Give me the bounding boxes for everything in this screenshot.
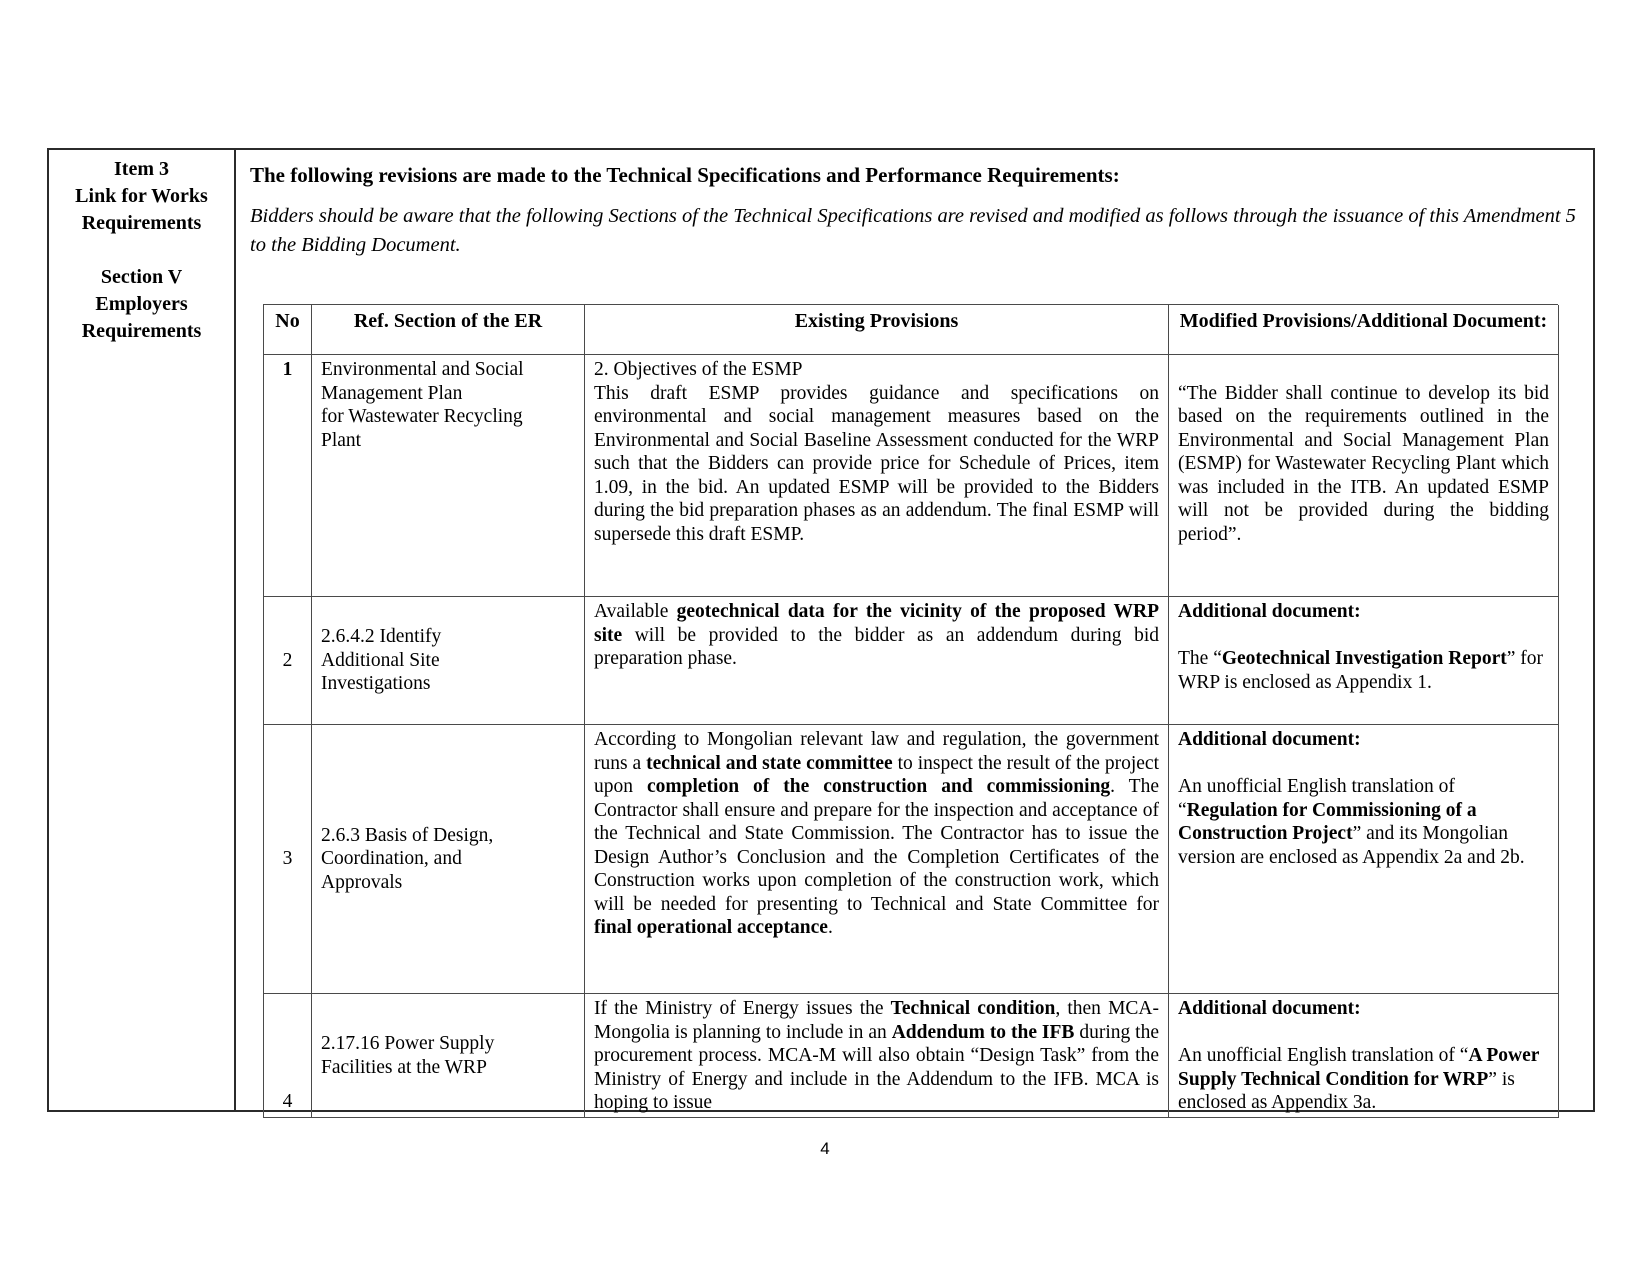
row-4-existing-provisions: If the Ministry of Energy issues the Technical condition, then MCA-Mongolia is planning to include in an Addendum to the IFB during the procurement process. MCA-M will also obtain “Design Task” from the Ministry of Energy and include in the Addendum to the IFB. MCA is hoping to issue: [585, 994, 1169, 1118]
column-header-existing-provisions: Existing Provisions: [585, 305, 1169, 355]
page-number: 4: [820, 1139, 830, 1158]
row-4-ref-section: 2.17.16 Power Supply Facilities at the WRP: [312, 994, 585, 1118]
row-1-existing-provisions: 2. Objectives of the ESMP This draft ESMP provides guidance and specifications on environmental and social management measures based on the Environmental and Social Baseline Assessment conducted for the WRP such that the Bidders can provide price for Schedule of Prices, item 1.09, in the bid. An updated ESMP will be provided to the Bidders during the bid preparation phases as an addendum. The final ESMP will supersede this draft ESMP.: [585, 355, 1169, 597]
amendment-item-table: [47, 148, 1595, 1112]
bidders-notice-text: Bidders should be aware that the following Sections of the Technical Specifications are revised and modified as follows through the issuance of this Amendment 5 to the Bidding Document.: [250, 205, 1576, 256]
column-header-no: No: [264, 305, 312, 355]
row-4-modified-provisions: Additional document: An unofficial English translation of “A Power Supply Technical Condition for WRP” is enclosed as Appendix 3a.: [1169, 994, 1559, 1118]
row-1-number: 1: [264, 355, 312, 597]
row-3-ref-section: 2.6.3 Basis of Design, Coordination, and Approvals: [312, 725, 585, 994]
row-3-modified-provisions: Additional document: An unofficial English translation of “Regulation for Commissioning of a Construction Project” and its Mongolian version are enclosed as Appendix 2a and 2b.: [1169, 725, 1559, 994]
row-3-number: 3: [264, 725, 312, 994]
row-3-existing-provisions: According to Mongolian relevant law and regulation, the government runs a technical and state committee to inspect the result of the project upon completion of the construction and commissioning. The Contractor shall ensure and prepare for the inspection and acceptance of the Technical and State Commission. The Contractor has to issue the Design Author’s Conclusion and the Completion Certificates of the Construction works upon completion of the construction work, which will be needed for presenting to Technical and State Committee for final operational acceptance.: [585, 725, 1169, 994]
revisions-content-cell: [236, 150, 1593, 1113]
column-header-ref-section: Ref. Section of the ER: [312, 305, 585, 355]
revisions-heading: The following revisions are made to the Technical Specifications and Performance Requirements:: [250, 163, 1120, 187]
row-2-number: 2: [264, 597, 312, 725]
revisions-table: [263, 304, 1558, 1118]
row-4-number: 4: [264, 994, 312, 1118]
row-1-modified-provisions: “The Bidder shall continue to develop its bid based on the requirements outlined in the Environmental and Social Management Plan (ESMP) for Wastewater Recycling Plant which was included in the ITB. An updated ESMP will not be provided during the bidding period”.: [1169, 355, 1559, 597]
row-2-ref-section: 2.6.4.2 Identify Additional Site Investigations: [312, 597, 585, 725]
item-label-cell: Item 3 Link for Works Requirements Section V Employers Requirements: [49, 150, 236, 1110]
column-header-modified-provisions: Modified Provisions/Additional Document:: [1169, 305, 1559, 355]
row-2-existing-provisions: Available geotechnical data for the vicinity of the proposed WRP site will be provided to the bidder as an addendum during bid preparation phase.: [585, 597, 1169, 725]
row-1-ref-section: Environmental and Social Management Plan for Wastewater Recycling Plant: [312, 355, 585, 597]
row-2-modified-provisions: Additional document: The “Geotechnical Investigation Report” for WRP is enclosed as Appendix 1.: [1169, 597, 1559, 725]
